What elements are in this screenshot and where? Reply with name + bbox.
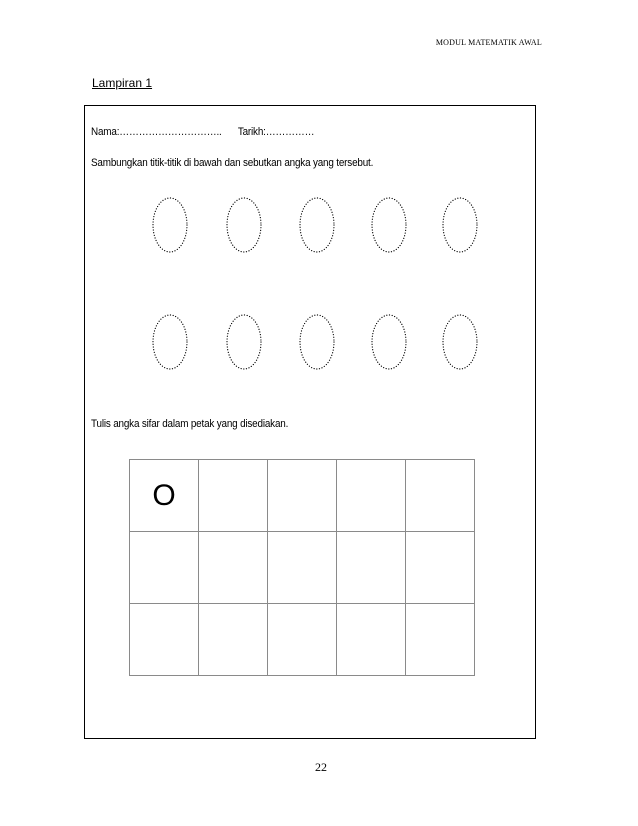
- grid-cell: [199, 532, 268, 604]
- dotted-zero: [227, 198, 261, 252]
- grid-cell: [268, 460, 337, 532]
- dotted-zero-tracing-area: [85, 106, 537, 436]
- dotted-zero: [300, 315, 334, 369]
- grid-cell: [268, 604, 337, 676]
- grid-cell: [130, 604, 199, 676]
- grid-cell: [406, 532, 475, 604]
- module-header: MODUL MATEMATIK AWAL: [435, 38, 542, 47]
- grid-cell: [406, 460, 475, 532]
- grid-cell: [406, 604, 475, 676]
- grid-cell: [130, 532, 199, 604]
- name-field-label: Nama:…………………………..: [91, 126, 222, 138]
- grid-row: [130, 460, 475, 532]
- dotted-zero: [153, 198, 187, 252]
- grid-row: [130, 604, 475, 676]
- dotted-zero: [443, 315, 477, 369]
- trace-instruction: Sambungkan titik-titik di bawah dan sebutkan angka yang tersebut.: [91, 157, 374, 169]
- dotted-zero: [372, 198, 406, 252]
- grid-row: [130, 532, 475, 604]
- grid-cell: [268, 532, 337, 604]
- grid-cell: [337, 460, 406, 532]
- grid-cell: [337, 604, 406, 676]
- dotted-zero: [227, 315, 261, 369]
- dotted-zero: [153, 315, 187, 369]
- grid-cell: [337, 532, 406, 604]
- dotted-zero: [300, 198, 334, 252]
- grid-cell: [130, 460, 199, 532]
- write-instruction: Tulis angka sifar dalam petak yang disediakan.: [91, 418, 289, 430]
- grid-cell: [199, 604, 268, 676]
- dotted-zero: [443, 198, 477, 252]
- writing-grid: [129, 459, 475, 676]
- worksheet-frame: [84, 105, 536, 739]
- appendix-title: Lampiran 1: [92, 76, 153, 90]
- example-zero: O: [152, 478, 176, 512]
- date-field-label: Tarikh:……………: [237, 126, 315, 138]
- grid-cell: [199, 460, 268, 532]
- page-number: 22: [315, 760, 327, 774]
- dotted-zero: [372, 315, 406, 369]
